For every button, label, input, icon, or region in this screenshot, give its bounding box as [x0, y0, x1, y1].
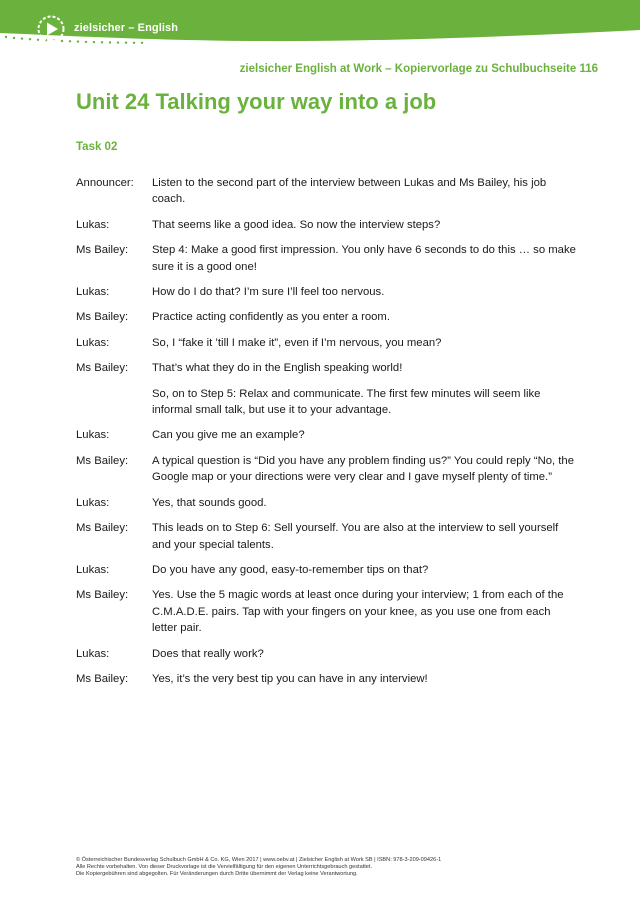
play-circle-icon: [36, 14, 66, 44]
dialogue-row: [76, 217, 576, 233]
dialogue-row: [76, 427, 576, 443]
speaker: Ms Bailey:: [76, 522, 129, 535]
speaker: Ms Bailey:: [76, 311, 129, 324]
dialogue-line: Step 4: Make a good first impression. You only have 6 seconds to do this … so make sure it is a good one!: [152, 244, 576, 273]
speaker: Announcer:: [76, 177, 134, 189]
dialogue-row: [76, 671, 576, 687]
speaker: Lukas:: [76, 429, 110, 442]
page-title: Unit 24 Talking your way into a job: [76, 89, 437, 114]
speaker: Ms Bailey:: [76, 589, 129, 602]
speaker: Lukas:: [76, 336, 110, 349]
dialogue-row: [76, 587, 576, 636]
dialogue-row: [76, 360, 576, 376]
dialogue-line: This leads on to Step 6: Sell yourself. You are also at the interview to sell yourself and your special talents.: [152, 522, 559, 551]
dialogue-line: Does that really work?: [152, 647, 264, 660]
dialogue-row: [76, 646, 576, 662]
dialogue-row: [76, 284, 576, 300]
dialogue-row: [76, 386, 576, 419]
dialogue-row: [76, 453, 576, 486]
dialogue-row: [76, 309, 576, 325]
dialogue-line: How do I do that? I’m sure I’ll feel too nervous.: [152, 286, 385, 299]
dialogue-line: So, I “fake it ’till I make it”, even if I’m nervous, you mean?: [152, 336, 442, 349]
dialogue-line: Yes, that sounds good.: [152, 496, 267, 509]
dialogue-line: Practice acting confidently as you enter a room.: [152, 311, 390, 324]
dialogue: [76, 175, 576, 696]
dialogue-line: Listen to the second part of the interview between Lukas and Ms Bailey, his job coach.: [152, 177, 547, 206]
dialogue-row: [76, 335, 576, 351]
speaker: [76, 386, 152, 419]
brand-name: zielsicher – English: [74, 22, 179, 34]
speaker: Ms Bailey:: [76, 244, 129, 257]
dialogue-line: Do you have any good, easy-to-remember tips on that?: [152, 563, 429, 576]
dialogue-row: [76, 562, 576, 578]
footer-line: Die Kopiergebühren sind abgegolten. Für Veränderungen durch Dritte übernimmt der Verlag keine Verantwortung.: [76, 871, 358, 878]
speaker: Lukas:: [76, 286, 110, 299]
dialogue-row: [76, 495, 576, 511]
dialogue-row: [76, 520, 576, 553]
speaker: Lukas:: [76, 647, 110, 660]
speaker: Ms Bailey:: [76, 454, 129, 467]
dialogue-line: So, on to Step 5: Relax and communicate. The first few minutes will seem like informal small talk, but use it to your advantage.: [152, 387, 541, 417]
speaker: Ms Bailey:: [76, 672, 129, 685]
footer-line: © Österreichischer Bundesverlag Schulbuch GmbH & Co. KG, Wien 2017 | www.oebv.at | Zielsicher English at Work SB | ISBN: 978-3-209-09426-1: [76, 857, 442, 863]
dialogue-line: A typical question is “Did you have any problem finding us?” You could reply “No, the Google map or your directions were very clear and I gave myself plenty of time.”: [152, 454, 574, 484]
footer-line: Alle Rechte vorbehalten. Von dieser Druckvorlage ist die Vervielfältigung für den eigenen Unterrichtsgebrauch gestattet.: [76, 864, 373, 871]
dialogue-line: That’s what they do in the English speaking world!: [152, 362, 403, 375]
speaker: Ms Bailey:: [76, 362, 129, 375]
speaker: Lukas:: [76, 496, 110, 509]
dialogue-row: [76, 242, 576, 275]
speaker: Lukas:: [76, 563, 110, 576]
copyright-footer: [76, 857, 576, 879]
dialogue-row: [76, 175, 576, 208]
dialogue-line: Yes, it’s the very best tip you can have in any interview!: [152, 672, 428, 685]
dialogue-line: That seems like a good idea. So now the interview steps?: [152, 218, 441, 231]
dialogue-line: Yes. Use the 5 magic words at least once during your interview; 1 from each of the C.M.A.D.E. pairs. Tap with your fingers on your knee, as you use one from each letter pair.: [152, 589, 564, 635]
dialogue-line: Can you give me an example?: [152, 429, 305, 442]
speaker: Lukas:: [76, 218, 110, 231]
task-label: Task 02: [76, 141, 118, 153]
running-head: zielsicher English at Work – Kopiervorlage zu Schulbuchseite 116: [239, 63, 598, 75]
